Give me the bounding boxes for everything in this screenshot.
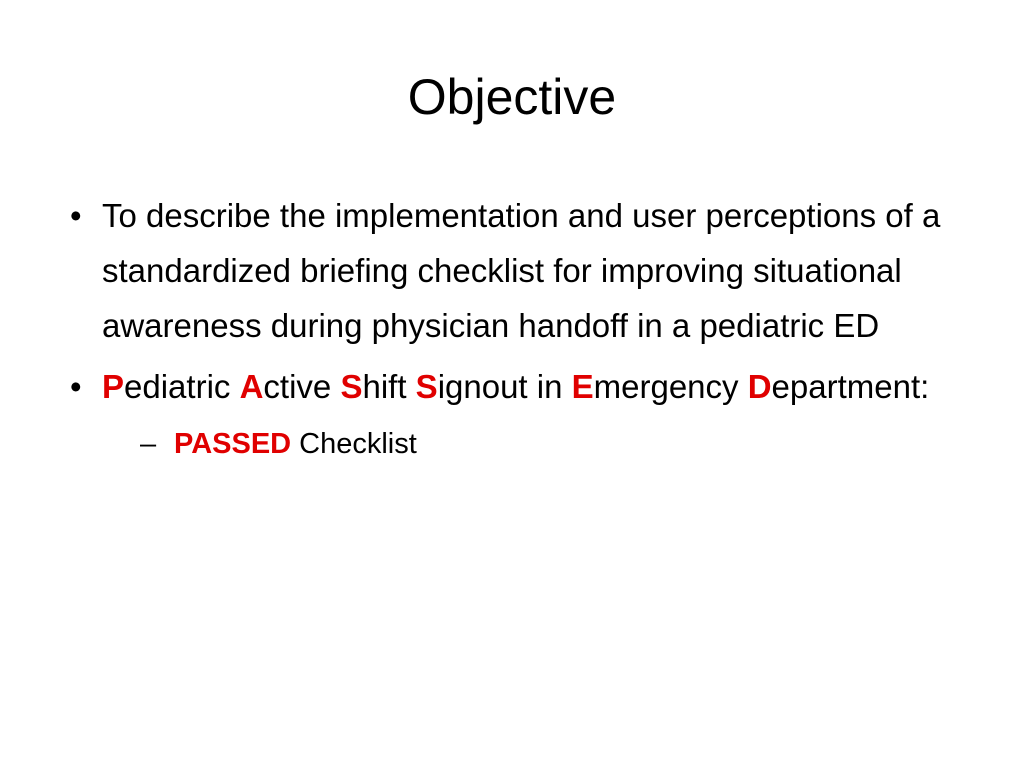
sub-bullet-marker: – <box>140 428 157 460</box>
sub-bullet-passed <box>102 422 950 466</box>
acronym-word-rest: ignout in <box>437 368 572 405</box>
acronym-letter: A <box>239 368 264 405</box>
acronym-letter: D <box>747 368 772 405</box>
acronym-word-rest: ctive <box>263 368 341 405</box>
acronym-letter: E <box>571 368 594 405</box>
acronym-word-rest: hift <box>362 368 416 405</box>
acronym-word-rest: epartment: <box>771 368 930 405</box>
slide-body <box>70 188 950 472</box>
bullet-acronym <box>70 359 950 466</box>
acronym-letter: S <box>415 368 438 405</box>
bullet-objective <box>70 188 950 353</box>
bullet-marker: • <box>70 197 82 234</box>
acronym-word-rest: mergency <box>593 368 748 405</box>
acronym-word-rest: ediatric <box>124 368 240 405</box>
passed-highlight: PASSED <box>174 428 292 460</box>
slide-title: Objective <box>407 69 617 125</box>
bullet-objective-text: To describe the implementation and user perceptions of a standardized briefing checklist for improving situational awareness during physician handoff in a pediatric ED <box>102 197 941 344</box>
bullet-marker: • <box>70 368 82 405</box>
acronym-letter: S <box>340 368 363 405</box>
sub-bullet-text: Checklist <box>291 428 417 460</box>
acronym-letter: P <box>102 368 125 405</box>
